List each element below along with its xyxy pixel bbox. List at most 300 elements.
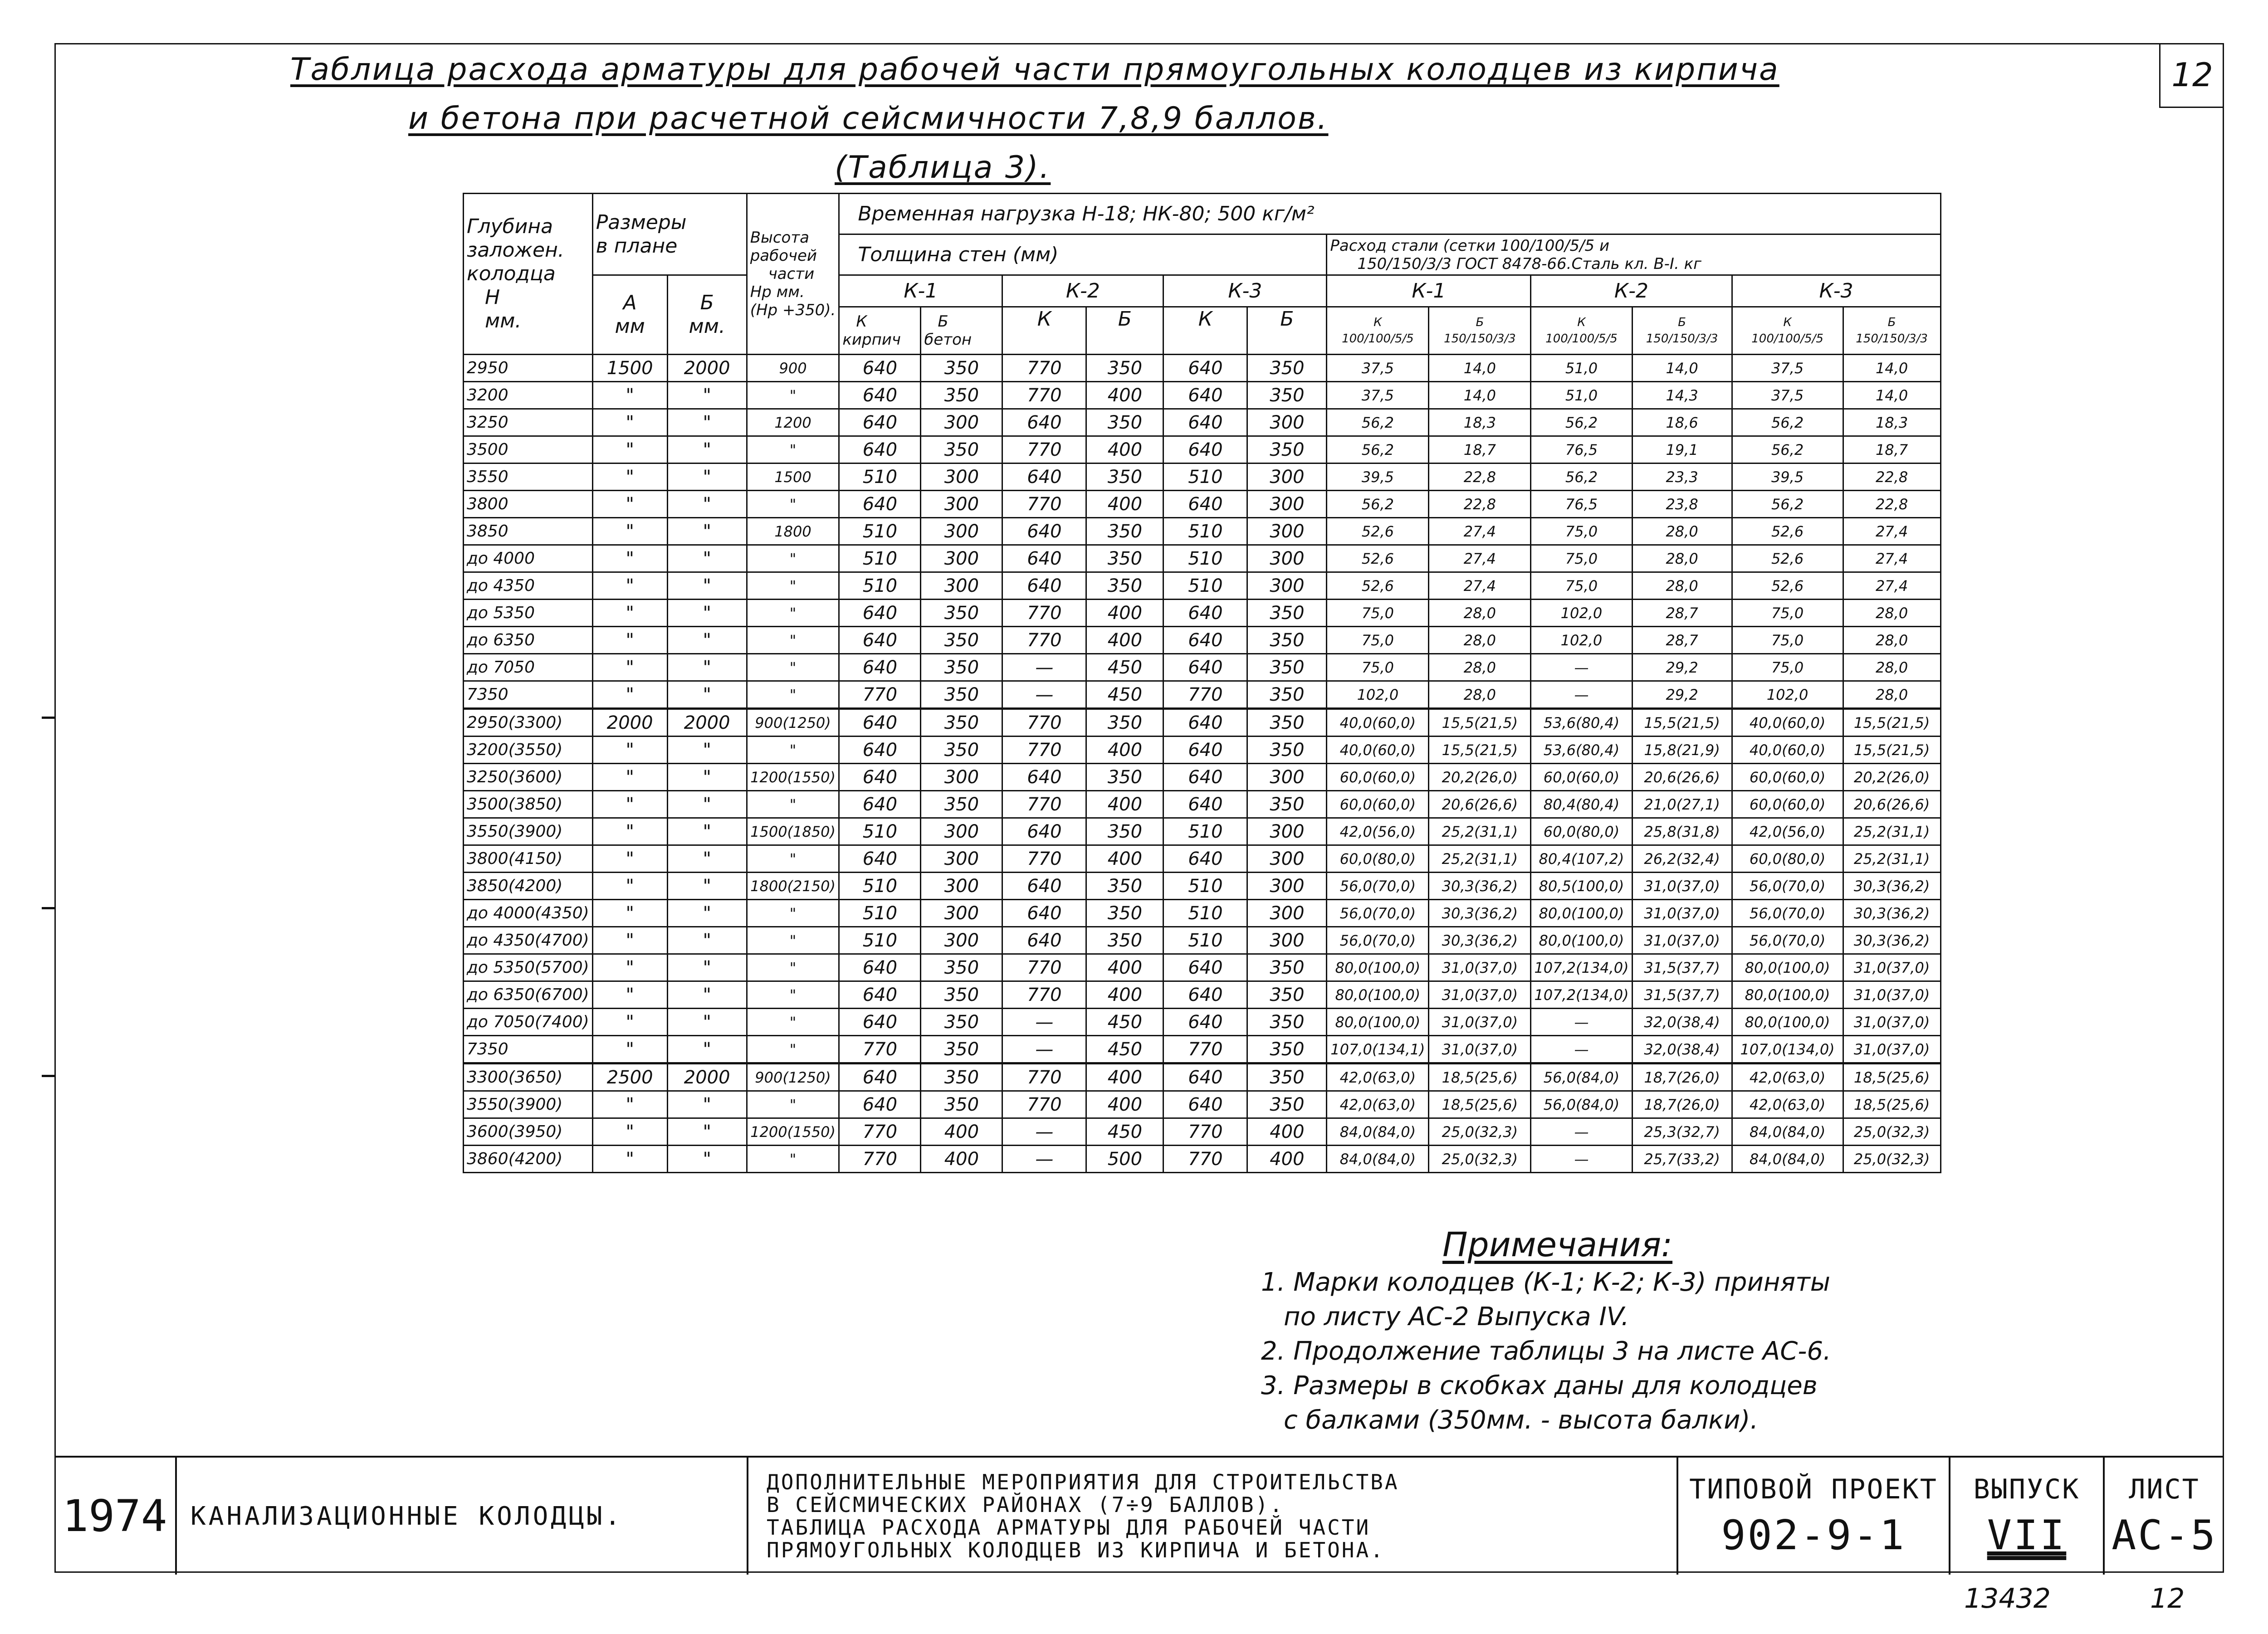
table-cell: 770 bbox=[1002, 709, 1086, 737]
table-cell: 770 bbox=[839, 1036, 921, 1063]
table-cell: 28,0 bbox=[1632, 572, 1732, 600]
table-cell: 28,7 bbox=[1632, 600, 1732, 627]
table-cell: 29,2 bbox=[1632, 654, 1732, 681]
table-cell: 19,1 bbox=[1632, 436, 1732, 463]
table-cell: 80,0(100,0) bbox=[1327, 981, 1429, 1009]
table-cell: 31,0(37,0) bbox=[1632, 900, 1732, 927]
table-cell: " bbox=[747, 600, 839, 627]
table-cell: 1200 bbox=[747, 409, 839, 436]
table-cell: 350 bbox=[921, 600, 1002, 627]
table-cell: 770 bbox=[1002, 791, 1086, 818]
table-cell: 28,0 bbox=[1429, 681, 1531, 709]
table-cell: 84,0(84,0) bbox=[1327, 1146, 1429, 1173]
table-cell: 15,8(21,9) bbox=[1632, 737, 1732, 764]
table-cell: 18,5(25,6) bbox=[1429, 1063, 1531, 1091]
table-cell: 2000 bbox=[667, 709, 747, 737]
header-k1-concrete bbox=[921, 307, 1002, 355]
table-cell: 640 bbox=[839, 382, 921, 409]
table-cell: 28,0 bbox=[1429, 627, 1531, 654]
table-cell: 28,0 bbox=[1632, 518, 1732, 545]
table-cell: 510 bbox=[1163, 873, 1247, 900]
table-cell: 640 bbox=[839, 737, 921, 764]
table-cell: 770 bbox=[1002, 355, 1086, 382]
table-cell: 40,0(60,0) bbox=[1732, 709, 1843, 737]
table-cell: 300 bbox=[921, 463, 1002, 491]
table-cell: 102,0 bbox=[1531, 627, 1632, 654]
stamp-issue bbox=[1950, 1458, 2105, 1575]
header-k1-brick bbox=[839, 307, 921, 355]
table-cell: 300 bbox=[921, 409, 1002, 436]
table-cell: 900 bbox=[747, 355, 839, 382]
table-cell: 30,3(36,2) bbox=[1429, 900, 1531, 927]
table-cell: 640 bbox=[1002, 545, 1086, 572]
header-k3-mesh1-label: 100/100/5/5 bbox=[1751, 332, 1823, 346]
table-cell: " bbox=[592, 737, 667, 764]
table-cell: " bbox=[667, 436, 747, 463]
table-cell: 40,0(60,0) bbox=[1732, 737, 1843, 764]
table-cell: " bbox=[592, 627, 667, 654]
table-cell: " bbox=[592, 900, 667, 927]
table-cell: 56,0(70,0) bbox=[1327, 873, 1429, 900]
table-cell: — bbox=[1002, 681, 1086, 709]
table-cell: 102,0 bbox=[1531, 600, 1632, 627]
table-cell: " bbox=[747, 654, 839, 681]
table-cell: 27,4 bbox=[1429, 518, 1531, 545]
table-cell: 350 bbox=[1086, 764, 1163, 791]
table-cell: 640 bbox=[839, 355, 921, 382]
header-plan-l1: Размеры bbox=[596, 210, 687, 234]
stamp-issue-label: ВЫПУСК bbox=[1973, 1473, 2080, 1505]
table-cell: 400 bbox=[1086, 1063, 1163, 1091]
table-cell: 300 bbox=[1247, 545, 1327, 572]
table-cell: 28,0 bbox=[1429, 600, 1531, 627]
table-cell: 75,0 bbox=[1531, 545, 1632, 572]
table-cell: " bbox=[592, 845, 667, 873]
stamp-desc-line-2: В СЕЙСМИЧЕСКИХ РАЙОНАХ (7÷9 БАЛЛОВ). bbox=[767, 1493, 1284, 1517]
table-cell: " bbox=[667, 654, 747, 681]
table-cell: 300 bbox=[1247, 518, 1327, 545]
table-cell: 350 bbox=[921, 954, 1002, 981]
table-cell: 39,5 bbox=[1327, 463, 1429, 491]
table-cell: 350 bbox=[1247, 600, 1327, 627]
table-cell: " bbox=[747, 1146, 839, 1173]
header-k1-mesh1-k: К bbox=[1374, 316, 1382, 329]
table-cell: 640 bbox=[1163, 1063, 1247, 1091]
table-cell: 300 bbox=[1247, 764, 1327, 791]
table-cell: " bbox=[747, 436, 839, 463]
table-cell: 1200(1550) bbox=[747, 1118, 839, 1146]
table-cell: 510 bbox=[1163, 545, 1247, 572]
table-row bbox=[464, 518, 1941, 545]
table-cell: 900(1250) bbox=[747, 1063, 839, 1091]
table-cell: 640 bbox=[839, 981, 921, 1009]
table-cell: 350 bbox=[921, 981, 1002, 1009]
table-cell: 31,0(37,0) bbox=[1843, 954, 1941, 981]
table-cell: 640 bbox=[839, 409, 921, 436]
table-cell: 640 bbox=[839, 845, 921, 873]
table-cell: 350 bbox=[1086, 463, 1163, 491]
header-depth-l2: заложен. bbox=[467, 239, 564, 262]
margin-ticks bbox=[42, 717, 55, 1079]
table-cell: 3250(3600) bbox=[464, 764, 593, 791]
table-cell: 56,0(70,0) bbox=[1732, 900, 1843, 927]
header-k2-thickness: К-2 bbox=[1002, 275, 1163, 307]
table-cell: 510 bbox=[1163, 818, 1247, 845]
table-cell: 75,0 bbox=[1531, 572, 1632, 600]
table-cell: 300 bbox=[921, 818, 1002, 845]
table-cell: — bbox=[1531, 654, 1632, 681]
table-cell: 25,0(32,3) bbox=[1843, 1146, 1941, 1173]
table-cell: 42,0(63,0) bbox=[1732, 1091, 1843, 1118]
table-cell: 56,2 bbox=[1732, 436, 1843, 463]
table-cell: до 5350 bbox=[464, 600, 593, 627]
table-cell: 350 bbox=[921, 791, 1002, 818]
table-cell: 60,0(80,0) bbox=[1531, 818, 1632, 845]
header-steel-l2: 150/150/3/3 ГОСТ 8478-66.Сталь кл. В-I. кг bbox=[1357, 254, 1701, 273]
table-cell: 20,6(26,6) bbox=[1429, 791, 1531, 818]
table-cell: 770 bbox=[1002, 845, 1086, 873]
table-cell: " bbox=[667, 1091, 747, 1118]
table-cell: 510 bbox=[839, 818, 921, 845]
title-line-2: и бетона при расчетной сейсмичности 7,8,9 баллов. bbox=[408, 101, 1329, 137]
table-cell: 31,5(37,7) bbox=[1632, 954, 1732, 981]
table-cell: " bbox=[747, 845, 839, 873]
table-cell: 510 bbox=[839, 927, 921, 954]
table-cell: " bbox=[667, 818, 747, 845]
table-cell: " bbox=[592, 927, 667, 954]
table-cell: 75,0 bbox=[1732, 654, 1843, 681]
table-cell: 80,4(80,4) bbox=[1531, 791, 1632, 818]
table-cell: 1800(2150) bbox=[747, 873, 839, 900]
table-cell: 300 bbox=[921, 900, 1002, 927]
stamp-sheet-value: АС-5 bbox=[2112, 1511, 2217, 1559]
inventory-number: 13432 bbox=[1964, 1583, 2051, 1614]
table-cell: 1500 bbox=[747, 463, 839, 491]
table-row bbox=[464, 436, 1941, 463]
stamp-desc-line-1: ДОПОЛНИТЕЛЬНЫЕ МЕРОПРИЯТИЯ ДЛЯ СТРОИТЕЛЬСТВА bbox=[767, 1470, 1399, 1494]
table-cell: 31,0(37,0) bbox=[1632, 873, 1732, 900]
table-cell: 2000 bbox=[667, 1063, 747, 1091]
table-cell: 640 bbox=[1163, 954, 1247, 981]
table-cell: " bbox=[747, 491, 839, 518]
table-cell: " bbox=[667, 1118, 747, 1146]
table-cell: 300 bbox=[921, 545, 1002, 572]
table-cell: 30,3(36,2) bbox=[1429, 927, 1531, 954]
table-cell: 42,0(63,0) bbox=[1327, 1091, 1429, 1118]
table-row bbox=[464, 409, 1941, 436]
table-cell: 2000 bbox=[592, 709, 667, 737]
table-cell: " bbox=[747, 627, 839, 654]
table-cell: 770 bbox=[1163, 1146, 1247, 1173]
header-k1-concrete-l1: Б bbox=[938, 312, 948, 331]
header-height-l3: части bbox=[768, 265, 815, 283]
table-cell: 770 bbox=[1163, 681, 1247, 709]
table-cell: 510 bbox=[839, 900, 921, 927]
frame-top-line bbox=[54, 43, 2223, 44]
table-cell: 56,0(84,0) bbox=[1531, 1063, 1632, 1091]
table-cell: 2000 bbox=[667, 355, 747, 382]
table-cell: 770 bbox=[1002, 981, 1086, 1009]
table-cell: " bbox=[667, 927, 747, 954]
table-cell: " bbox=[592, 1146, 667, 1173]
table-cell: 18,7 bbox=[1843, 436, 1941, 463]
header-load: Временная нагрузка Н-18; НК-80; 500 кг/м² bbox=[839, 194, 1941, 234]
note-3-line-2: с балками (350мм. - высота балки). bbox=[1284, 1405, 1759, 1435]
header-k1-mesh2 bbox=[1429, 307, 1531, 355]
table-cell: " bbox=[747, 737, 839, 764]
table-cell: 56,0(70,0) bbox=[1327, 900, 1429, 927]
table-cell: 1800 bbox=[747, 518, 839, 545]
table-cell: 75,0 bbox=[1327, 627, 1429, 654]
table-cell: 300 bbox=[921, 927, 1002, 954]
header-k2-mesh1-k: К bbox=[1577, 316, 1586, 329]
table-cell: 80,0(100,0) bbox=[1531, 927, 1632, 954]
table-cell: — bbox=[1531, 1009, 1632, 1036]
table-cell: 28,0 bbox=[1843, 600, 1941, 627]
table-cell: 640 bbox=[1163, 1009, 1247, 1036]
table-cell: 400 bbox=[1086, 954, 1163, 981]
table-cell: 28,0 bbox=[1429, 654, 1531, 681]
table-row bbox=[464, 954, 1941, 981]
table-cell: 510 bbox=[839, 873, 921, 900]
header-height-l4: Нр мм. bbox=[750, 283, 805, 301]
table-row bbox=[464, 1063, 1941, 1091]
table-cell: 3860(4200) bbox=[464, 1146, 593, 1173]
table-cell: 20,6(26,6) bbox=[1632, 764, 1732, 791]
table-cell: 15,5(21,5) bbox=[1429, 709, 1531, 737]
table-cell: 80,0(100,0) bbox=[1732, 981, 1843, 1009]
table-cell: 56,0(84,0) bbox=[1531, 1091, 1632, 1118]
table-cell: " bbox=[747, 791, 839, 818]
table-cell: 30,3(36,2) bbox=[1843, 927, 1941, 954]
table-cell: 60,0(80,0) bbox=[1327, 845, 1429, 873]
table-cell: 350 bbox=[1086, 355, 1163, 382]
table-cell: " bbox=[592, 1036, 667, 1063]
table-cell: 56,2 bbox=[1732, 409, 1843, 436]
table-cell: 14,0 bbox=[1429, 382, 1531, 409]
table-cell: 60,0(60,0) bbox=[1732, 791, 1843, 818]
table-cell: " bbox=[667, 737, 747, 764]
table-cell: " bbox=[667, 1146, 747, 1173]
table-cell: 350 bbox=[921, 681, 1002, 709]
table-cell: 3200(3550) bbox=[464, 737, 593, 764]
table-cell: 510 bbox=[1163, 927, 1247, 954]
table-cell: 75,0 bbox=[1327, 600, 1429, 627]
table-cell: 32,0(38,4) bbox=[1632, 1009, 1732, 1036]
note-1-line-1: 1. Марки колодцев (К-1; К-2; К-3) приняты bbox=[1261, 1268, 1830, 1297]
table-cell: 640 bbox=[1163, 981, 1247, 1009]
table-cell: 640 bbox=[1163, 791, 1247, 818]
table-cell: 22,8 bbox=[1843, 491, 1941, 518]
table-cell: 350 bbox=[1247, 436, 1327, 463]
header-height-l1: Высота bbox=[750, 229, 809, 247]
table-row bbox=[464, 572, 1941, 600]
table-cell: 80,0(100,0) bbox=[1531, 900, 1632, 927]
table-cell: 400 bbox=[1086, 737, 1163, 764]
table-cell: 350 bbox=[1247, 981, 1327, 1009]
table-cell: 770 bbox=[1002, 627, 1086, 654]
table-cell: 18,5(25,6) bbox=[1843, 1063, 1941, 1091]
table-cell: " bbox=[747, 681, 839, 709]
stamp-project-label: ТИПОВОЙ ПРОЕКТ bbox=[1689, 1473, 1938, 1505]
table-cell: 350 bbox=[1086, 818, 1163, 845]
header-k3-mesh2 bbox=[1843, 307, 1941, 355]
table-cell: 18,7 bbox=[1429, 436, 1531, 463]
table-cell: 300 bbox=[1247, 873, 1327, 900]
table-cell: 300 bbox=[1247, 818, 1327, 845]
table-cell: — bbox=[1002, 1009, 1086, 1036]
header-k3-k: К bbox=[1163, 307, 1247, 355]
table-cell: 350 bbox=[921, 355, 1002, 382]
table-cell: до 6350 bbox=[464, 627, 593, 654]
note-1 bbox=[1261, 1265, 2032, 1334]
table-cell: 22,8 bbox=[1843, 463, 1941, 491]
sheet-number-box: 12 bbox=[2159, 43, 2224, 108]
header-work-height bbox=[747, 194, 839, 355]
table-cell: " bbox=[747, 1009, 839, 1036]
table-cell: " bbox=[667, 491, 747, 518]
table-cell: " bbox=[592, 791, 667, 818]
table-cell: 107,2(134,0) bbox=[1531, 981, 1632, 1009]
table-cell: 510 bbox=[1163, 463, 1247, 491]
table-cell: 300 bbox=[921, 873, 1002, 900]
page-number: 12 bbox=[2150, 1583, 2185, 1614]
table-cell: 640 bbox=[1163, 600, 1247, 627]
table-cell: 640 bbox=[1163, 436, 1247, 463]
header-k2-mesh2-label: 150/150/3/3 bbox=[1646, 332, 1718, 346]
table-cell: 15,5(21,5) bbox=[1843, 709, 1941, 737]
table-cell: 18,3 bbox=[1843, 409, 1941, 436]
table-cell: 770 bbox=[1002, 954, 1086, 981]
table-cell: 30,3(36,2) bbox=[1843, 900, 1941, 927]
table-cell: 27,4 bbox=[1843, 572, 1941, 600]
header-k3-mesh1-k: К bbox=[1783, 316, 1792, 329]
table-cell: 56,2 bbox=[1531, 409, 1632, 436]
table-cell: 500 bbox=[1086, 1146, 1163, 1173]
table-cell: — bbox=[1531, 681, 1632, 709]
table-cell: " bbox=[667, 1009, 747, 1036]
notes-title: Примечания: bbox=[1442, 1225, 1673, 1264]
table-cell: 25,2(31,1) bbox=[1429, 845, 1531, 873]
header-k1-mesh1 bbox=[1327, 307, 1429, 355]
table-cell: 640 bbox=[839, 627, 921, 654]
table-cell: 52,6 bbox=[1732, 518, 1843, 545]
table-cell: 18,7(26,0) bbox=[1632, 1091, 1732, 1118]
table-cell: " bbox=[592, 409, 667, 436]
table-cell: 300 bbox=[921, 764, 1002, 791]
header-steel-consumption bbox=[1327, 234, 1941, 275]
table-cell: 350 bbox=[921, 1036, 1002, 1063]
stamp-sheet-label: ЛИСТ bbox=[2129, 1473, 2200, 1505]
table-cell: 3550 bbox=[464, 463, 593, 491]
header-k3-mesh2-label: 150/150/3/3 bbox=[1856, 332, 1928, 346]
table-cell: 770 bbox=[1002, 491, 1086, 518]
header-k2-b: Б bbox=[1086, 307, 1163, 355]
table-cell: 25,2(31,1) bbox=[1843, 818, 1941, 845]
table-cell: 40,0(60,0) bbox=[1327, 709, 1429, 737]
table-row bbox=[464, 791, 1941, 818]
table-cell: — bbox=[1002, 1036, 1086, 1063]
table-row bbox=[464, 355, 1941, 382]
table-cell: 75,0 bbox=[1531, 518, 1632, 545]
table-cell: до 6350(6700) bbox=[464, 981, 593, 1009]
table-cell: — bbox=[1531, 1118, 1632, 1146]
table-cell: 7350 bbox=[464, 1036, 593, 1063]
table-cell: 23,8 bbox=[1632, 491, 1732, 518]
table-cell: 510 bbox=[839, 518, 921, 545]
table-cell: 350 bbox=[1086, 572, 1163, 600]
table-cell: 52,6 bbox=[1732, 572, 1843, 600]
table-cell: " bbox=[667, 518, 747, 545]
table-row bbox=[464, 545, 1941, 572]
table-cell: 1200(1550) bbox=[747, 764, 839, 791]
table-cell: 400 bbox=[1086, 436, 1163, 463]
table-cell: 350 bbox=[1086, 873, 1163, 900]
table-cell: 37,5 bbox=[1732, 355, 1843, 382]
table-cell: 770 bbox=[1002, 382, 1086, 409]
table-cell: 15,5(21,5) bbox=[1429, 737, 1531, 764]
table-cell: 31,0(37,0) bbox=[1843, 981, 1941, 1009]
table-cell: 20,6(26,6) bbox=[1843, 791, 1941, 818]
table-cell: 300 bbox=[1247, 572, 1327, 600]
header-k1-mesh2-label: 150/150/3/3 bbox=[1444, 332, 1516, 346]
table-cell: 640 bbox=[839, 654, 921, 681]
table-cell: 350 bbox=[1247, 627, 1327, 654]
table-cell: 3300(3650) bbox=[464, 1063, 593, 1091]
table-cell: 42,0(56,0) bbox=[1327, 818, 1429, 845]
stamp-name: КАНАЛИЗАЦИОННЫЕ КОЛОДЦЫ. bbox=[177, 1458, 748, 1575]
header-plan-l2: в плане bbox=[596, 234, 678, 258]
header-k3-steel: К-3 bbox=[1732, 275, 1941, 307]
table-cell: 3500 bbox=[464, 436, 593, 463]
table-cell: " bbox=[667, 981, 747, 1009]
table-cell: " bbox=[667, 764, 747, 791]
table-cell: 25,0(32,3) bbox=[1843, 1118, 1941, 1146]
table-cell: 400 bbox=[1247, 1118, 1327, 1146]
table-cell: " bbox=[747, 572, 839, 600]
table-cell: 400 bbox=[921, 1146, 1002, 1173]
table-cell: 640 bbox=[1163, 845, 1247, 873]
table-cell: " bbox=[667, 1036, 747, 1063]
table-cell: 31,0(37,0) bbox=[1429, 954, 1531, 981]
table-cell: 3550(3900) bbox=[464, 1091, 593, 1118]
table-cell: 52,6 bbox=[1327, 572, 1429, 600]
table-cell: 75,0 bbox=[1732, 627, 1843, 654]
table-cell: 3500(3850) bbox=[464, 791, 593, 818]
table-cell: " bbox=[667, 681, 747, 709]
table-row bbox=[464, 764, 1941, 791]
table-cell: 84,0(84,0) bbox=[1327, 1118, 1429, 1146]
table-cell: 21,0(27,1) bbox=[1632, 791, 1732, 818]
table-cell: 60,0(60,0) bbox=[1327, 791, 1429, 818]
table-cell: 640 bbox=[839, 436, 921, 463]
frame-right-line bbox=[2223, 43, 2224, 1571]
table-cell: " bbox=[667, 600, 747, 627]
table-cell: 640 bbox=[1163, 654, 1247, 681]
table-cell: " bbox=[592, 1118, 667, 1146]
table-cell: до 4000(4350) bbox=[464, 900, 593, 927]
table-cell: 350 bbox=[1086, 927, 1163, 954]
table-cell: 107,0(134,1) bbox=[1327, 1036, 1429, 1063]
table-cell: 640 bbox=[1002, 900, 1086, 927]
table-cell: " bbox=[667, 791, 747, 818]
table-cell: 400 bbox=[1086, 491, 1163, 518]
table-cell: 640 bbox=[839, 600, 921, 627]
table-cell: 3850 bbox=[464, 518, 593, 545]
table-cell: " bbox=[592, 436, 667, 463]
table-cell: 400 bbox=[1086, 981, 1163, 1009]
table-cell: 640 bbox=[1002, 873, 1086, 900]
